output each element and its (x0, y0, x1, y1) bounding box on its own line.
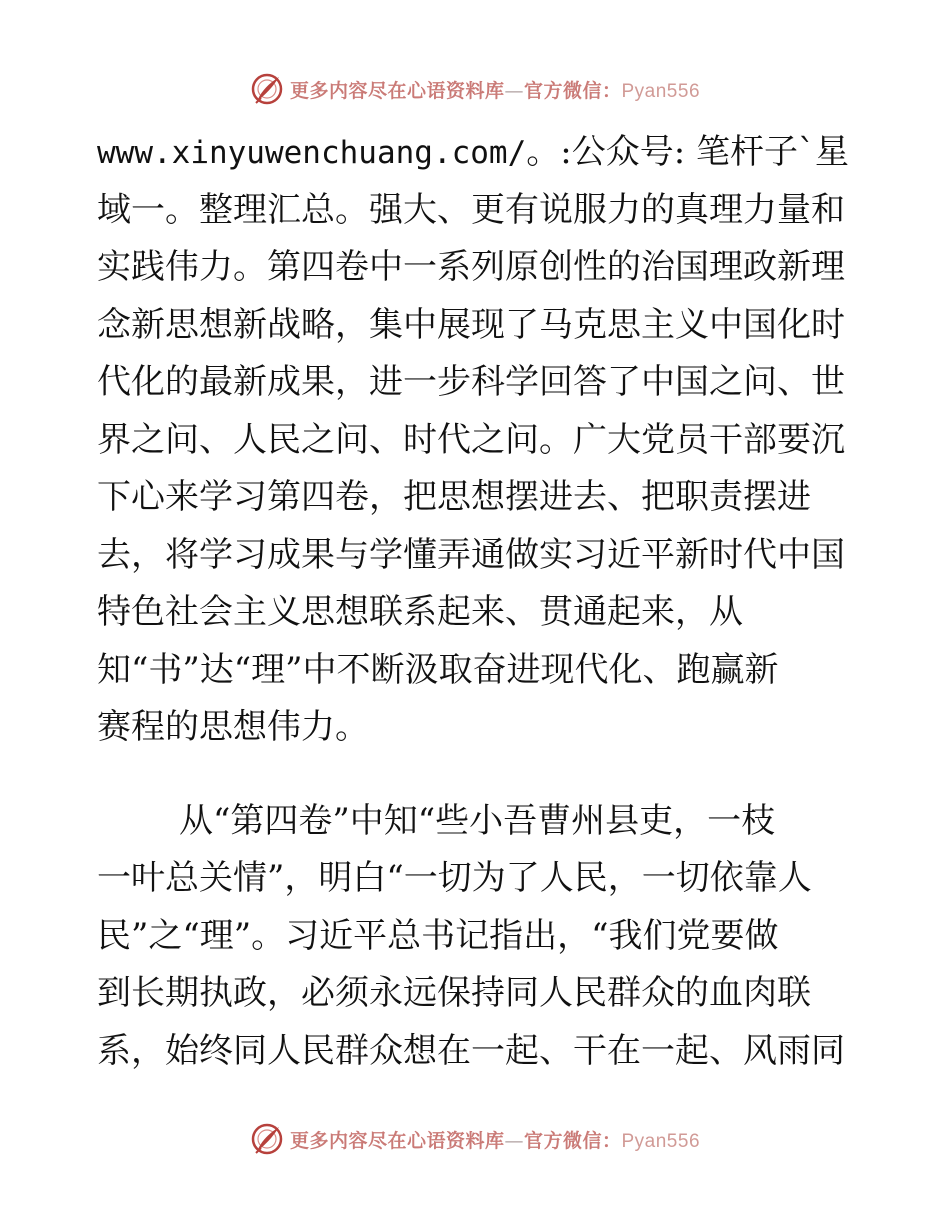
paragraph-2-line-1: 从“第四卷”中知“些小吾曹州县吏，一枝 (179, 800, 776, 841)
website-url: www.xinyuwenchuang.com/ (97, 135, 527, 171)
paragraph-gap (97, 757, 857, 793)
paragraph-1-line-1 (97, 124, 857, 182)
paragraph-1-line-3: 实践伟力。第四卷中一系列原创性的治国理政新理 (97, 247, 845, 287)
paragraph-2-line-3: 民”之“理”。习近平总书记指出，“我们党要做 (97, 915, 779, 956)
header-banner (0, 71, 950, 107)
banner-brand: Pyan556 (621, 1130, 701, 1152)
paragraph-1-line-9: 特色社会主义思想联系起来、贯通起来，从 (97, 592, 743, 632)
banner-dash: — (504, 79, 524, 102)
feather-pen-logo-icon (250, 72, 284, 106)
document-body (97, 124, 857, 1080)
paragraph-2-line-5: 系，始终同人民群众想在一起、干在一起、风雨同 (97, 1030, 845, 1071)
banner-main-text: 更多内容尽在心语资料库 (289, 1129, 505, 1152)
url-suffix-text: 。:公众号: 笔杆子`星 (526, 132, 849, 172)
paragraph-2-line-2: 一叶总关情”，明白“一切为了人民，一切依靠人 (97, 858, 812, 898)
paragraph-1-line-6: 界之问、人民之问、时代之问。广大党员干部要沉 (97, 419, 845, 460)
paragraph-2-line-4: 到长期执政，必须永远保持同人民群众的血肉联 (97, 973, 811, 1013)
footer-banner (0, 1121, 950, 1157)
paragraph-1-line-7: 下心来学习第四卷，把思想摆进去、把职责摆进 (97, 477, 811, 517)
banner-official-text: 官方微信： (523, 1129, 622, 1152)
banner-text (290, 76, 700, 103)
paragraph-1-line-10: 知“书”达“理”中不断汲取奋进现代化、跑赢新 (97, 649, 779, 690)
banner-text (290, 1126, 700, 1153)
paragraph-1-line-5: 代化的最新成果，进一步科学回答了中国之问、世 (97, 362, 845, 402)
paragraph-1-line-11: 赛程的思想伟力。 (97, 707, 369, 747)
paragraph-1-line-2: 域一。整理汇总。强大、更有说服力的真理力量和 (97, 189, 845, 230)
banner-main-text: 更多内容尽在心语资料库 (289, 79, 505, 102)
paragraph-1-line-8: 去，将学习成果与学懂弄通做实习近平新时代中国 (97, 534, 845, 575)
banner-brand: Pyan556 (621, 80, 701, 102)
banner-dash: — (504, 1129, 524, 1152)
banner-official-text: 官方微信： (523, 79, 622, 102)
paragraph-1-line-4: 念新思想新战略，集中展现了马克思主义中国化时 (97, 304, 845, 345)
feather-pen-logo-icon (250, 1122, 284, 1156)
